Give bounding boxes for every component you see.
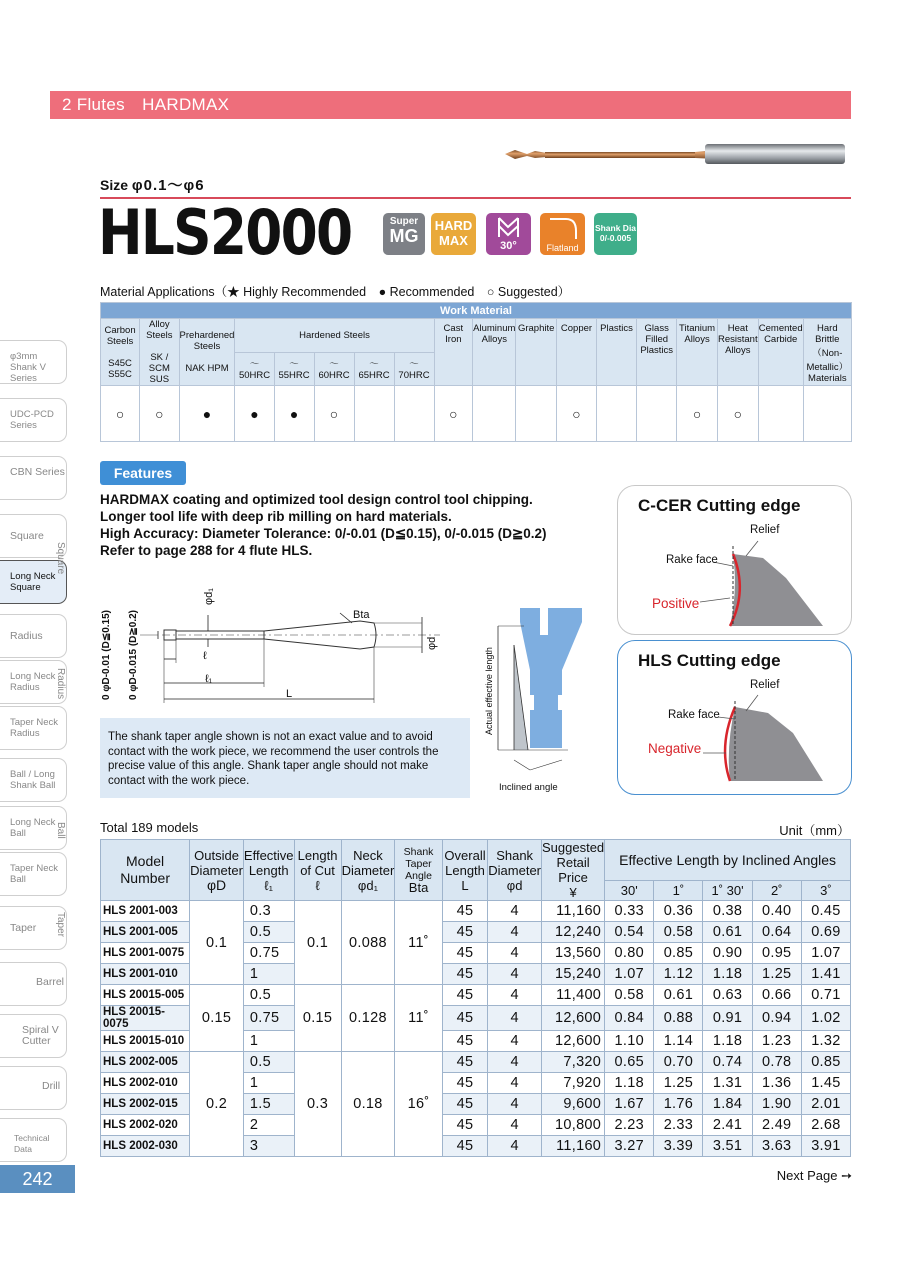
th-length-of-cut: Length of Cut ℓ bbox=[294, 840, 341, 901]
overall-length-cell: 45 bbox=[442, 1136, 487, 1157]
shank-diameter-label: φd bbox=[426, 636, 438, 650]
inclined-length-cell: 0.58 bbox=[654, 922, 703, 943]
negative-label: Negative bbox=[648, 741, 702, 756]
th-shank-diameter: Shank Diameter φd bbox=[488, 840, 542, 901]
side-tab-taper-neck-radius[interactable]: Taper Neck Radius bbox=[0, 706, 67, 750]
side-tab-cbn[interactable]: CBN Series bbox=[0, 456, 67, 500]
inclined-angle-label: Inclined angle bbox=[499, 782, 558, 793]
inclined-length-cell: 2.68 bbox=[801, 1115, 850, 1136]
shank-diameter-cell: 4 bbox=[488, 1031, 542, 1052]
inclined-length-cell: 0.45 bbox=[801, 901, 850, 922]
col-cemented-carbide: Cemented Carbide bbox=[758, 319, 803, 386]
length-of-cut-cell: 0.15 bbox=[294, 985, 341, 1052]
shank-taper-angle-cell: 11˚ bbox=[395, 901, 442, 985]
overall-length-cell: 45 bbox=[442, 1006, 487, 1031]
inclined-length-cell: 0.95 bbox=[752, 943, 801, 964]
inclined-length-cell: 0.64 bbox=[752, 922, 801, 943]
shank-diameter-cell: 4 bbox=[488, 1115, 542, 1136]
th-angle-1deg: 1˚ bbox=[654, 881, 703, 901]
symbol-cell: ○ bbox=[140, 386, 179, 442]
model-number-cell: HLS 2001-010 bbox=[101, 964, 190, 985]
inclined-length-cell: 1.36 bbox=[752, 1073, 801, 1094]
price-cell: 15,240 bbox=[542, 964, 605, 985]
inclined-length-cell: 0.71 bbox=[801, 985, 850, 1006]
positive-label: Positive bbox=[652, 596, 700, 611]
inclined-length-cell: 0.91 bbox=[703, 1006, 752, 1031]
th-neck-diameter: Neck Diameter φd₁ bbox=[341, 840, 395, 901]
col-carbon: Carbon Steels S45C S55C bbox=[101, 319, 140, 386]
side-tab-drill[interactable]: Drill bbox=[0, 1066, 67, 1110]
bta-label: Bta bbox=[353, 609, 370, 621]
hls-edge-panel bbox=[617, 640, 852, 795]
effective-length-cell: 0.5 bbox=[243, 1052, 294, 1073]
actual-effective-length-label: Actual effective length bbox=[484, 647, 494, 735]
inclined-length-cell: 1.90 bbox=[752, 1094, 801, 1115]
inclined-length-cell: 0.84 bbox=[605, 1006, 654, 1031]
overall-length-cell: 45 bbox=[442, 922, 487, 943]
th-price: Suggested Retail Price ¥ bbox=[542, 840, 605, 900]
flatland-icon: Flatland bbox=[540, 213, 585, 255]
shank-diameter-cell: 4 bbox=[488, 964, 542, 985]
side-tab-ball[interactable]: Ball / Long Shank Ball bbox=[0, 758, 67, 802]
overall-length-cell: 45 bbox=[442, 964, 487, 985]
inclined-length-cell: 0.61 bbox=[654, 985, 703, 1006]
th-overall-length: Overall Length L bbox=[442, 840, 487, 901]
symbol-cell: ○ bbox=[556, 386, 596, 442]
hardmax-badge: HARD MAX bbox=[431, 213, 476, 255]
model-table bbox=[100, 839, 851, 1157]
inclined-length-cell: 0.74 bbox=[703, 1052, 752, 1073]
effective-length-cell: 1 bbox=[243, 1031, 294, 1052]
side-vertical-radius: Radius bbox=[55, 668, 66, 700]
symbol-cell: ○ bbox=[434, 386, 473, 442]
ccer-edge-diagram bbox=[618, 486, 853, 636]
effective-length-diagram bbox=[490, 600, 600, 780]
price-cell: 12,600 bbox=[542, 1031, 605, 1052]
col-aluminum: Aluminum Alloys bbox=[473, 319, 516, 386]
overall-length-cell: 45 bbox=[442, 985, 487, 1006]
col-titanium: Titanium Alloys bbox=[677, 319, 718, 386]
price-cell: 13,560 bbox=[542, 943, 605, 964]
shank-diameter-cell: 4 bbox=[488, 985, 542, 1006]
inclined-length-cell: 0.88 bbox=[654, 1006, 703, 1031]
inclined-length-cell: 0.80 bbox=[605, 943, 654, 964]
material-table bbox=[100, 302, 852, 442]
outside-diameter-cell: 0.15 bbox=[190, 985, 244, 1052]
symbol-cell: ● bbox=[179, 386, 235, 442]
inclined-length-cell: 0.65 bbox=[605, 1052, 654, 1073]
inclined-length-cell: 1.07 bbox=[605, 964, 654, 985]
overall-length-cell: 45 bbox=[442, 1094, 487, 1115]
ccer-title: C-CER Cutting edge bbox=[638, 496, 801, 515]
col-50hrc: ～50HRC bbox=[235, 352, 274, 386]
model-title: HLS2000 bbox=[98, 196, 352, 269]
shank-diameter-cell: 4 bbox=[488, 1073, 542, 1094]
price-cell: 7,920 bbox=[542, 1073, 605, 1094]
model-number-cell: HLS 2001-0075 bbox=[101, 943, 190, 964]
effective-length-cell: 3 bbox=[243, 1136, 294, 1157]
inclined-length-cell: 0.85 bbox=[654, 943, 703, 964]
model-number-cell: HLS 20015-0075 bbox=[101, 1006, 190, 1031]
relief-label: Relief bbox=[750, 679, 780, 691]
col-graphite: Graphite bbox=[516, 319, 557, 386]
ccer-edge-panel bbox=[617, 485, 852, 635]
symbol-cell bbox=[596, 386, 636, 442]
model-number-cell: HLS 2001-005 bbox=[101, 922, 190, 943]
overall-length-cell: 45 bbox=[442, 1115, 487, 1136]
side-tab-technical-data[interactable]: Technical Data bbox=[0, 1118, 67, 1162]
inclined-length-cell: 0.33 bbox=[605, 901, 654, 922]
material-legend: Material Applications（★ Highly Recommended ● Recommended ○ Suggested） bbox=[100, 285, 571, 299]
symbol-cell: ○ bbox=[717, 386, 758, 442]
col-heat-resistant: Heat Resistant Alloys bbox=[717, 319, 758, 386]
helix-30-icon: 30° bbox=[486, 213, 531, 255]
overall-length-cell: 45 bbox=[442, 901, 487, 922]
inclined-length-cell: 0.54 bbox=[605, 922, 654, 943]
th-angle-3deg: 3˚ bbox=[801, 881, 850, 901]
inclined-length-cell: 3.27 bbox=[605, 1136, 654, 1157]
shank-dia-badge: Shank Dia 0/-0.005 bbox=[594, 213, 637, 255]
inclined-length-cell: 0.85 bbox=[801, 1052, 850, 1073]
col-glass-plastics: Glass Filled Plastics bbox=[637, 319, 677, 386]
effective-length-cell: 0.5 bbox=[243, 985, 294, 1006]
inclined-length-cell: 0.69 bbox=[801, 922, 850, 943]
price-cell: 11,160 bbox=[542, 1136, 605, 1157]
next-page-link[interactable]: Next Page ➙ bbox=[776, 1168, 852, 1183]
th-angle-2deg: 2˚ bbox=[752, 881, 801, 901]
overall-length-cell: 45 bbox=[442, 1052, 487, 1073]
model-number-cell: HLS 2002-015 bbox=[101, 1094, 190, 1115]
side-tab-radius[interactable]: Radius bbox=[0, 614, 67, 658]
symbol-cell bbox=[803, 386, 851, 442]
side-tab-spiral-v-cutter[interactable]: Spiral V Cutter bbox=[0, 1014, 67, 1058]
inclined-length-cell: 1.32 bbox=[801, 1031, 850, 1052]
symbol-cell: ○ bbox=[677, 386, 718, 442]
th-angle-30min: 30' bbox=[605, 881, 654, 901]
shank-taper-angle-cell: 11˚ bbox=[395, 985, 442, 1052]
neck-diameter-cell: 0.18 bbox=[341, 1052, 395, 1157]
loc-label: ℓ bbox=[203, 650, 207, 662]
th-effective-length: Effective Length ℓ₁ bbox=[243, 840, 294, 901]
inclined-length-cell: 0.66 bbox=[752, 985, 801, 1006]
col-prehardened: Prehardened Steels NAK HPM bbox=[179, 319, 235, 386]
col-hard-brittle: Hard Brittle（Non-Metallic）Materials bbox=[803, 319, 851, 386]
overall-length-label: L bbox=[286, 688, 293, 700]
inclined-length-cell: 1.41 bbox=[801, 964, 850, 985]
inclined-length-cell: 0.70 bbox=[654, 1052, 703, 1073]
th-shank-taper-angle: Shank Taper Angle Bta bbox=[395, 840, 442, 901]
side-tab-taper-neck-ball[interactable]: Taper Neck Ball bbox=[0, 852, 67, 896]
shank-diameter-cell: 4 bbox=[488, 943, 542, 964]
inclined-length-cell: 1.25 bbox=[752, 964, 801, 985]
table-row bbox=[101, 1052, 851, 1073]
side-tab-taper[interactable]: Taper bbox=[0, 906, 67, 950]
overall-length-cell: 45 bbox=[442, 943, 487, 964]
price-cell: 7,320 bbox=[542, 1052, 605, 1073]
inclined-length-cell: 1.31 bbox=[703, 1073, 752, 1094]
col-alloy: Alloy Steels SK / SCM SUS bbox=[140, 319, 179, 386]
tool-dimension-drawing bbox=[100, 595, 445, 710]
effective-length-cell: 0.75 bbox=[243, 943, 294, 964]
size-range: Size φ0.1～φ6 bbox=[100, 177, 205, 194]
col-70hrc: ～70HRC bbox=[394, 352, 434, 386]
inclined-length-cell: 1.14 bbox=[654, 1031, 703, 1052]
inclined-length-cell: 3.91 bbox=[801, 1136, 850, 1157]
model-number-cell: HLS 2002-030 bbox=[101, 1136, 190, 1157]
length-of-cut-cell: 0.1 bbox=[294, 901, 341, 985]
tolerance-large: 0 φD-0.015 (D≧0.2) bbox=[128, 609, 139, 700]
col-55hrc: ～55HRC bbox=[274, 352, 314, 386]
inclined-length-cell: 1.18 bbox=[703, 1031, 752, 1052]
col-60hrc: ～60HRC bbox=[314, 352, 354, 386]
side-tab-square[interactable]: Square bbox=[0, 514, 67, 558]
th-inclined-angles: Effective Length by Inclined Angles bbox=[605, 840, 851, 881]
model-number-cell: HLS 20015-005 bbox=[101, 985, 190, 1006]
effective-length-cell: 0.3 bbox=[243, 901, 294, 922]
side-vertical-square: Square bbox=[55, 542, 66, 575]
col-65hrc: ～65HRC bbox=[354, 352, 394, 386]
price-cell: 12,600 bbox=[542, 1006, 605, 1031]
inclined-length-cell: 2.49 bbox=[752, 1115, 801, 1136]
overall-length-cell: 45 bbox=[442, 1031, 487, 1052]
overall-length-cell: 45 bbox=[442, 1073, 487, 1094]
inclined-length-cell: 2.41 bbox=[703, 1115, 752, 1136]
effective-length-cell: 1.5 bbox=[243, 1094, 294, 1115]
th-model: Model Number bbox=[101, 840, 190, 901]
th-angle-1deg30: 1˚ 30' bbox=[703, 881, 752, 901]
inclined-length-cell: 1.12 bbox=[654, 964, 703, 985]
effective-length-cell: 1 bbox=[243, 1073, 294, 1094]
section-header: 2 Flutes HARDMAX bbox=[50, 91, 851, 119]
rake-face-label: Rake face bbox=[666, 554, 718, 566]
model-number-cell: HLS 20015-010 bbox=[101, 1031, 190, 1052]
outside-diameter-cell: 0.1 bbox=[190, 901, 244, 985]
inclined-length-cell: 1.02 bbox=[801, 1006, 850, 1031]
inclined-length-cell: 3.39 bbox=[654, 1136, 703, 1157]
side-vertical-taper: Taper bbox=[55, 912, 66, 938]
side-tab-long-neck-square[interactable]: Long Neck Square bbox=[0, 560, 67, 604]
l1-label: ℓ₁ bbox=[205, 673, 213, 685]
symbol-cell: ● bbox=[274, 386, 314, 442]
inclined-length-cell: 1.84 bbox=[703, 1094, 752, 1115]
features-tab: Features bbox=[100, 461, 186, 485]
inclined-length-cell: 1.07 bbox=[801, 943, 850, 964]
inclined-length-cell: 0.90 bbox=[703, 943, 752, 964]
shank-diameter-cell: 4 bbox=[488, 1136, 542, 1157]
inclined-length-cell: 0.58 bbox=[605, 985, 654, 1006]
inclined-length-cell: 0.38 bbox=[703, 901, 752, 922]
effective-length-cell: 1 bbox=[243, 964, 294, 985]
total-models: Total 189 models bbox=[100, 820, 199, 835]
price-cell: 11,400 bbox=[542, 985, 605, 1006]
symbol-cell: ● bbox=[235, 386, 274, 442]
symbol-cell bbox=[637, 386, 677, 442]
shank-taper-note: The shank taper angle shown is not an exact value and to avoid contact with the work piece, we recommend the user controls the precise value of this angle. Shank taper angle should not make contact with the work piece. bbox=[100, 718, 470, 798]
effective-length-cell: 2 bbox=[243, 1115, 294, 1136]
inclined-length-cell: 3.63 bbox=[752, 1136, 801, 1157]
inclined-length-cell: 0.36 bbox=[654, 901, 703, 922]
model-number-cell: HLS 2001-003 bbox=[101, 901, 190, 922]
inclined-length-cell: 1.10 bbox=[605, 1031, 654, 1052]
shank-diameter-cell: 4 bbox=[488, 1052, 542, 1073]
symbol-cell bbox=[394, 386, 434, 442]
inclined-length-cell: 0.94 bbox=[752, 1006, 801, 1031]
symbol-cell bbox=[473, 386, 516, 442]
inclined-length-cell: 2.01 bbox=[801, 1094, 850, 1115]
inclined-length-cell: 0.40 bbox=[752, 901, 801, 922]
price-cell: 11,160 bbox=[542, 901, 605, 922]
side-tab-long-neck-ball[interactable]: Long Neck Ball bbox=[0, 806, 67, 850]
inclined-length-cell: 0.61 bbox=[703, 922, 752, 943]
inclined-length-cell: 1.67 bbox=[605, 1094, 654, 1115]
neck-diameter-label: φd₁ bbox=[203, 588, 215, 605]
neck-diameter-cell: 0.128 bbox=[341, 985, 395, 1052]
features-text: HARDMAX coating and optimized tool design control tool chipping. Longer tool life with deep rib milling on hard materials. High Accuracy: Diameter Tolerance: 0/-0.01 (D≦0.15), 0/-0.015 (D≧0.2) Refer to page 288 for 4 flute HLS. bbox=[100, 492, 547, 558]
page-number: 242 bbox=[0, 1165, 75, 1193]
shank-diameter-cell: 4 bbox=[488, 922, 542, 943]
shank-diameter-cell: 4 bbox=[488, 1006, 542, 1031]
side-tab-long-neck-radius[interactable]: Long Neck Radius bbox=[0, 660, 67, 704]
symbol-cell bbox=[758, 386, 803, 442]
model-number-cell: HLS 2002-020 bbox=[101, 1115, 190, 1136]
table-row bbox=[101, 985, 851, 1006]
rake-face-label: Rake face bbox=[668, 709, 720, 721]
effective-length-cell: 0.5 bbox=[243, 922, 294, 943]
col-cast-iron: Cast Iron bbox=[434, 319, 473, 386]
th-outside-diameter: Outside Diameter φD bbox=[190, 840, 244, 901]
symbol-cell: ○ bbox=[101, 386, 140, 442]
super-mg-badge: Super MG bbox=[383, 213, 425, 255]
inclined-length-cell: 2.33 bbox=[654, 1115, 703, 1136]
model-number-cell: HLS 2002-005 bbox=[101, 1052, 190, 1073]
col-plastics: Plastics bbox=[596, 319, 636, 386]
price-cell: 12,240 bbox=[542, 922, 605, 943]
side-tab-udc-pcd[interactable]: UDC-PCD Series bbox=[0, 398, 67, 442]
inclined-length-cell: 3.51 bbox=[703, 1136, 752, 1157]
model-number-cell: HLS 2002-010 bbox=[101, 1073, 190, 1094]
symbol-cell bbox=[354, 386, 394, 442]
table-row bbox=[101, 901, 851, 922]
shank-diameter-cell: 4 bbox=[488, 901, 542, 922]
side-tab-barrel[interactable]: Barrel bbox=[0, 962, 67, 1006]
hls-title: HLS Cutting edge bbox=[638, 651, 781, 670]
side-vertical-ball: Ball bbox=[55, 822, 66, 839]
inclined-length-cell: 2.23 bbox=[605, 1115, 654, 1136]
hls-edge-diagram bbox=[618, 641, 853, 796]
neck-diameter-cell: 0.088 bbox=[341, 901, 395, 985]
inclined-length-cell: 1.76 bbox=[654, 1094, 703, 1115]
shank-taper-angle-cell: 16˚ bbox=[395, 1052, 442, 1157]
tolerance-small: 0 φD-0.01 (D≦0.15) bbox=[101, 609, 112, 700]
inclined-length-cell: 0.63 bbox=[703, 985, 752, 1006]
effective-length-cell: 0.75 bbox=[243, 1006, 294, 1031]
price-cell: 9,600 bbox=[542, 1094, 605, 1115]
symbol-cell bbox=[516, 386, 557, 442]
inclined-length-cell: 1.18 bbox=[703, 964, 752, 985]
col-copper: Copper bbox=[556, 319, 596, 386]
length-of-cut-cell: 0.3 bbox=[294, 1052, 341, 1157]
inclined-length-cell: 0.78 bbox=[752, 1052, 801, 1073]
tool-image bbox=[505, 138, 851, 168]
col-hardened: Hardened Steels bbox=[235, 319, 434, 353]
side-tab-3mm-shank[interactable]: φ3mm Shank V Series bbox=[0, 340, 67, 384]
inclined-length-cell: 1.18 bbox=[605, 1073, 654, 1094]
inclined-length-cell: 1.23 bbox=[752, 1031, 801, 1052]
inclined-length-cell: 1.45 bbox=[801, 1073, 850, 1094]
work-material-header: Work Material bbox=[101, 303, 852, 319]
outside-diameter-cell: 0.2 bbox=[190, 1052, 244, 1157]
inclined-length-cell: 1.25 bbox=[654, 1073, 703, 1094]
symbol-cell: ○ bbox=[314, 386, 354, 442]
unit-label: Unit（mm） bbox=[779, 823, 850, 838]
shank-diameter-cell: 4 bbox=[488, 1094, 542, 1115]
relief-label: Relief bbox=[750, 524, 780, 536]
price-cell: 10,800 bbox=[542, 1115, 605, 1136]
